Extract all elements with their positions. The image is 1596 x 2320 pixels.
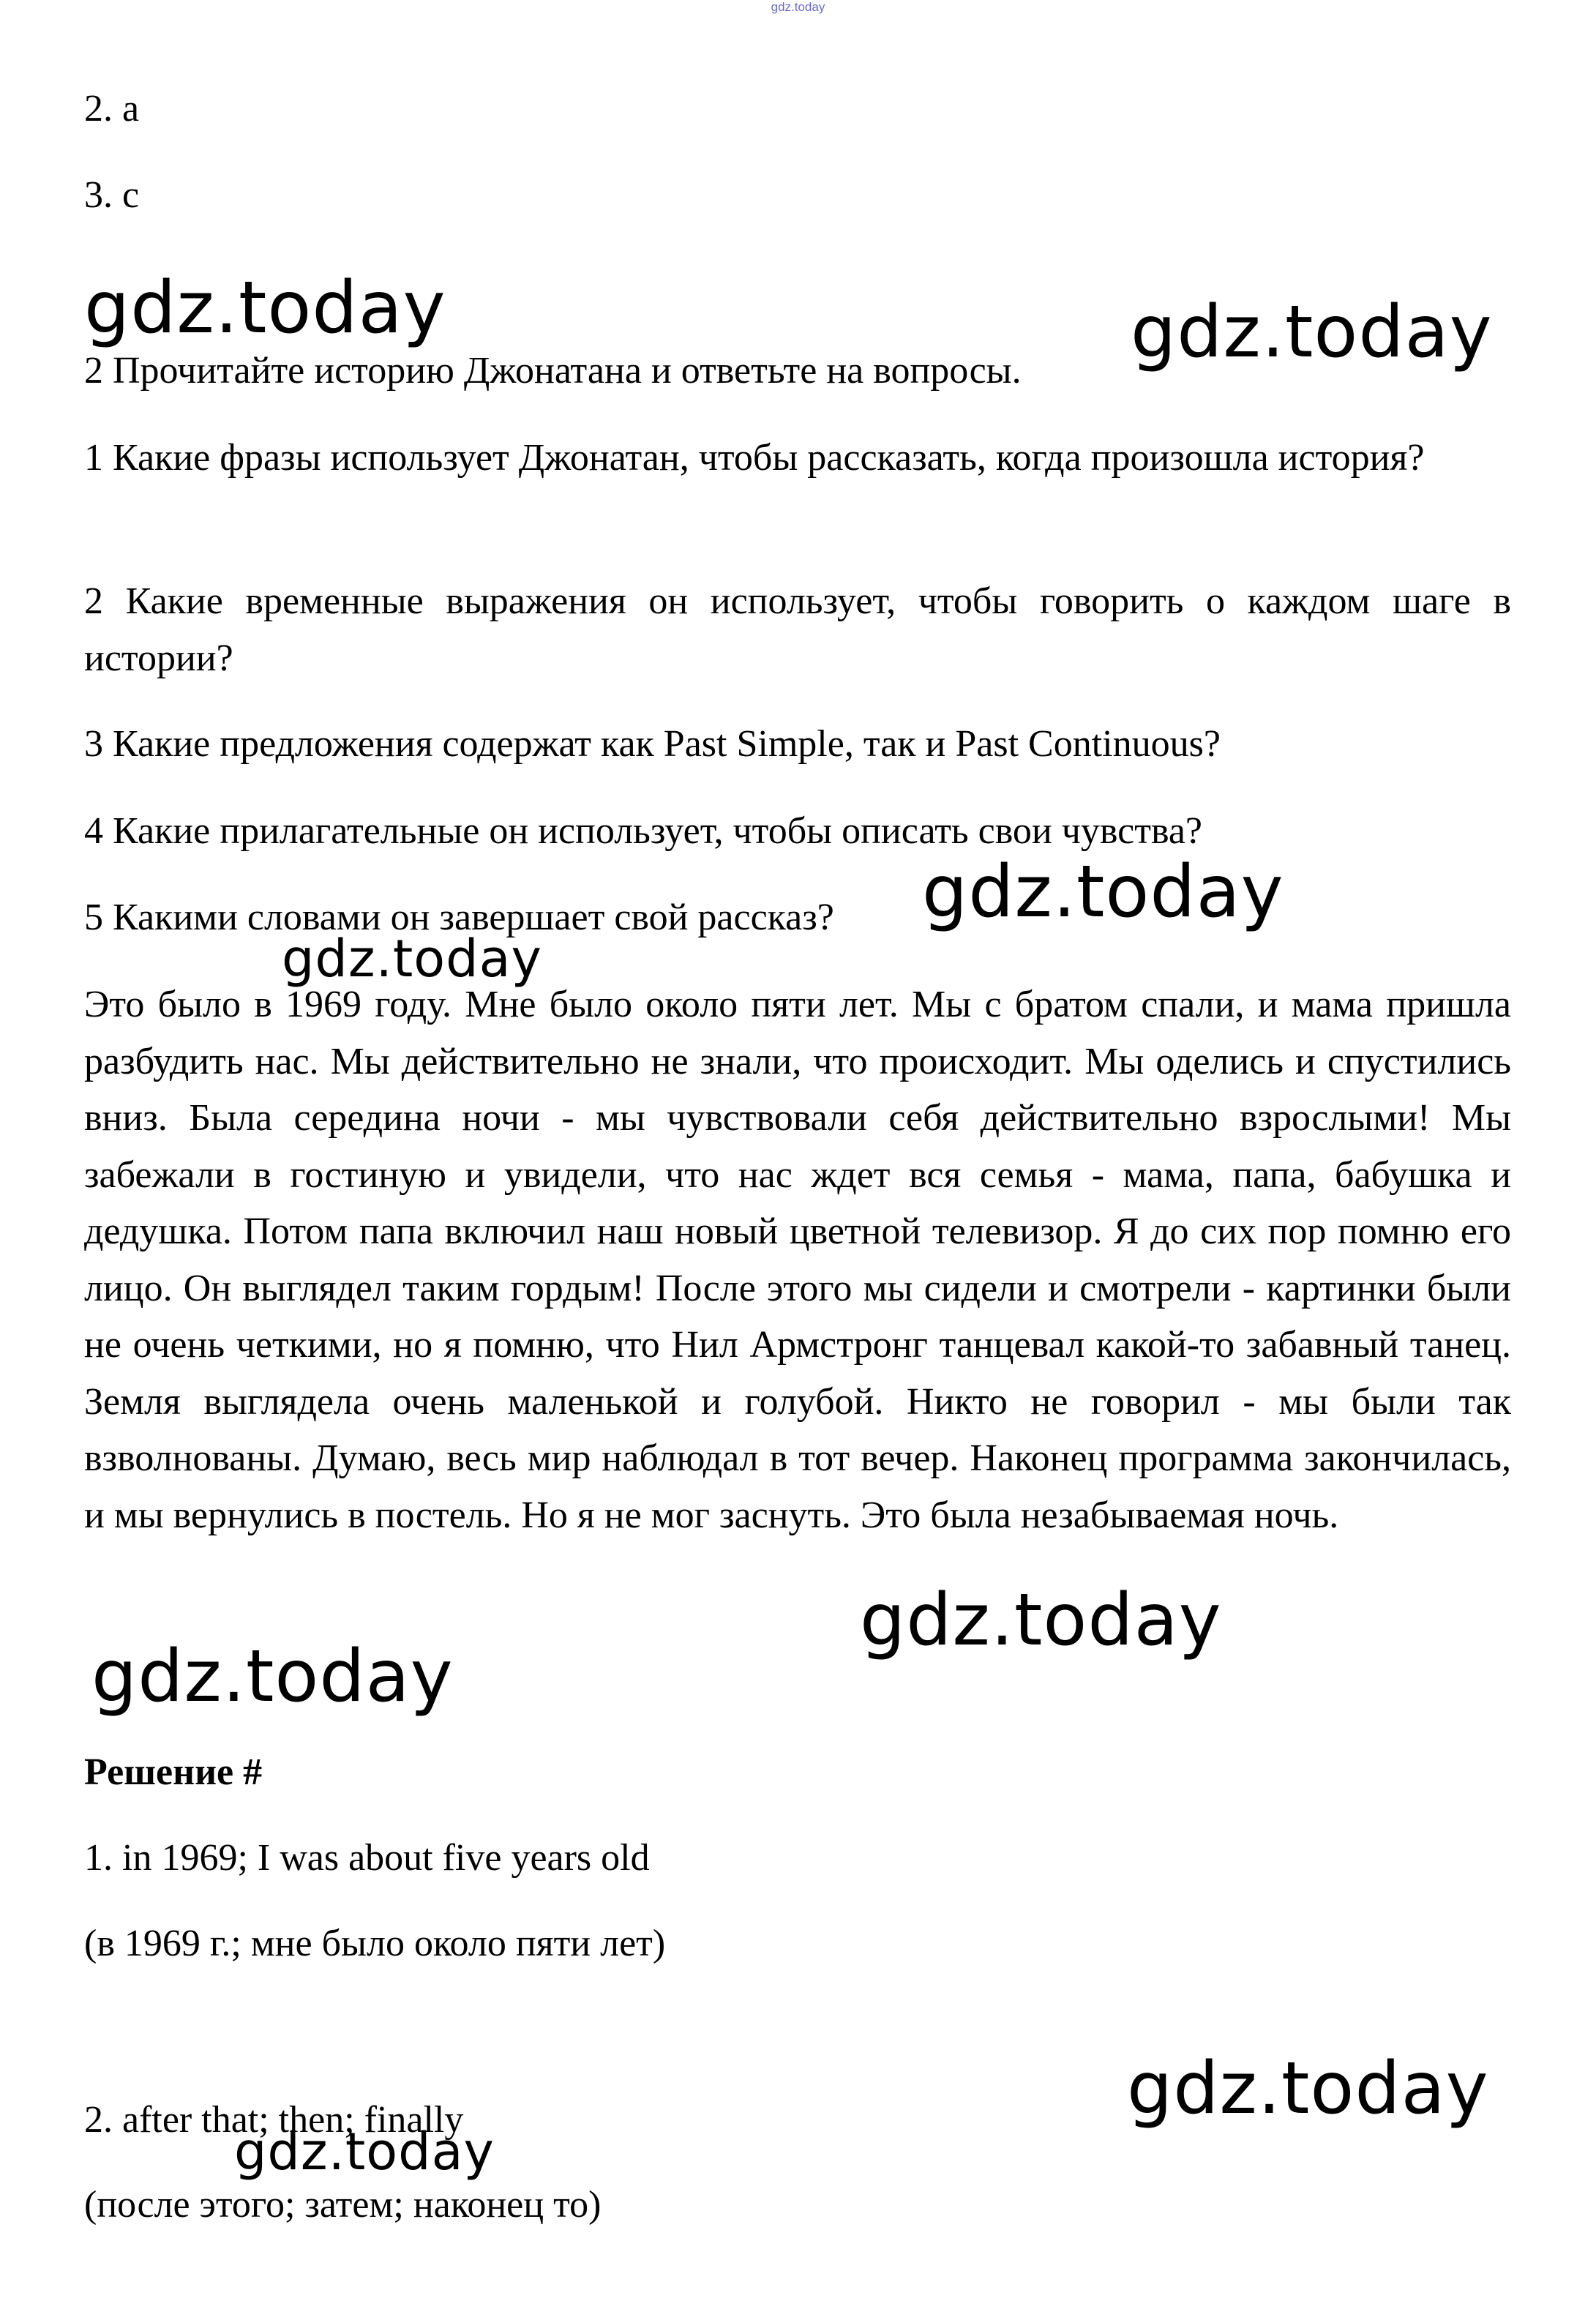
header-site-mark: gdz.today xyxy=(771,0,825,14)
story-text: Это было в 1969 году. Мне было около пяти лет. Мы с братом спали, и мама пришла разбудить нас. Мы действительно не знали, что происходит. Мы оделись и спустились вниз. Была середина ночи - мы чувствовали себя действительно взрослыми! Мы забежали в гостиную и увидели, что нас ждет вся семья - мама, папа, бабушка и дедушка. Потом папа включил наш новый цветной телевизор. Я до сих пор помню его лицо. Он выглядел таким гордым! После этого мы сидели и смотрели - картинки были не очень четкими, но я помню, что Нил Армстронг танцевал какой-то забавный танец. Земля выглядела очень маленькой и голубой. Никто не говорил - мы были так взволнованы. Думаю, весь мир наблюдал в тот вечер. Наконец программа закончилась, и мы вернулись в постель. Но я не мог заснуть. Это была незабываемая ночь. xyxy=(84,984,1511,1536)
solution-answer-2-translation: (после этого; затем; наконец то) xyxy=(84,2184,602,2226)
question-2: 2 Какие временные выражения он использует, чтобы говорить о каждом шаге в истории? xyxy=(84,580,1511,679)
question-1: 1 Какие фразы использует Джонатан, чтобы рассказать, когда произошла история? xyxy=(84,437,1425,479)
watermark: gdz.today xyxy=(234,2122,495,2182)
question-4: 4 Какие прилагательные он использует, чтобы описать свои чувства? xyxy=(84,810,1202,852)
watermark: gdz.today xyxy=(1127,2047,1489,2130)
answer-2: 2. a xyxy=(84,88,140,130)
solution-heading: Решение # xyxy=(84,1751,263,1793)
solution-answer-1: 1. in 1969; I was about five years old xyxy=(84,1837,650,1879)
watermark: gdz.today xyxy=(922,850,1284,934)
question-5: 5 Какими словами он завершает свой рассказ? xyxy=(84,897,834,938)
watermark: gdz.today xyxy=(1131,291,1493,374)
watermark: gdz.today xyxy=(282,929,542,989)
task-title: 2 Прочитайте историю Джонатана и ответьте на вопросы. xyxy=(84,350,1022,392)
question-3: 3 Какие предложения содержат как Past Simple, так и Past Continuous? xyxy=(84,723,1221,765)
answer-3: 3. c xyxy=(84,174,140,216)
watermark: gdz.today xyxy=(860,1579,1222,1662)
solution-answer-1-translation: (в 1969 г.; мне было около пяти лет) xyxy=(84,1923,666,1964)
watermark: gdz.today xyxy=(91,1635,454,1718)
solution-answer-2: 2. after that; then; finally xyxy=(84,2099,464,2141)
watermark: gdz.today xyxy=(84,266,446,350)
